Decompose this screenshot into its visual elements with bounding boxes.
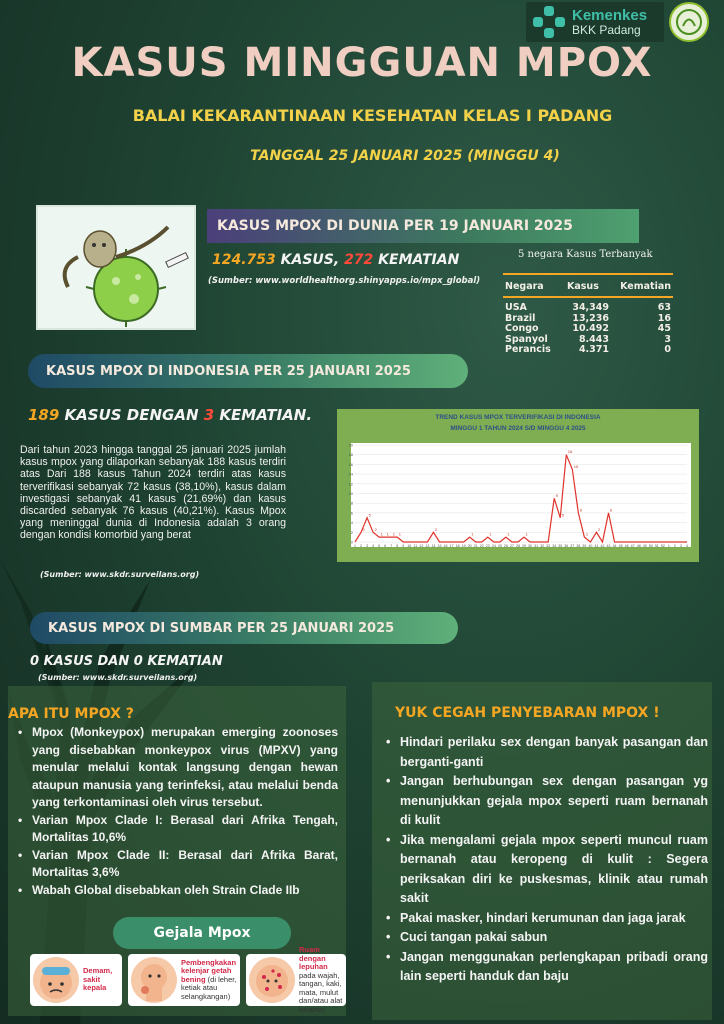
- x-tick-label: 48: [636, 544, 641, 548]
- x-tick-label: 43: [606, 544, 611, 548]
- x-tick-label: 4: [372, 544, 375, 548]
- logo-line2: BKK Padang: [572, 22, 641, 37]
- world-deaths-value: 272: [344, 252, 374, 268]
- y-tick-label: 8: [350, 500, 353, 506]
- x-tick-label: 1: [354, 544, 356, 548]
- chart-subtitle: MINGGU 1 TAHUN 2024 S/D MINGGU 4 2025: [450, 425, 586, 432]
- gejala-card-fever: [30, 954, 122, 1006]
- x-tick-label: 8: [396, 544, 399, 548]
- x-tick-label: 9: [402, 544, 405, 548]
- y-tick-label: 16: [348, 461, 353, 467]
- x-tick-label: 34: [552, 544, 557, 548]
- country-cell: Spanyol: [505, 333, 548, 345]
- world-cases-value: 124.753: [212, 252, 276, 268]
- x-tick-label: 3: [366, 544, 369, 548]
- list-item: • Hindari perilaku sex dengan banyak pasangan dan berganti-ganti: [384, 733, 708, 772]
- x-tick-label: 13: [425, 544, 430, 548]
- data-label: 2: [374, 526, 377, 532]
- data-label: 1: [398, 531, 401, 537]
- x-tick-label: 7: [390, 544, 393, 548]
- y-tick-label: 18: [348, 452, 353, 458]
- gejala-bold: Pembengkakan kelenjar getah bening: [181, 957, 237, 984]
- trend-chart: [337, 409, 699, 562]
- gejala-bold: Ruam dengan lepuhan: [299, 945, 328, 971]
- y-tick-label: 6: [350, 510, 353, 516]
- x-tick-label: 10: [407, 544, 412, 548]
- page-subtitle: BALAI KEKARANTINAAN KESEHATAN KELAS I PADANG: [132, 106, 613, 125]
- list-item: • Jangan berhubungan sex dengan pasangan yg menunjukkan gejala mpox seperti ruam bernanah di kulit: [384, 772, 708, 831]
- data-label: 9: [555, 492, 558, 498]
- table-row: [503, 303, 673, 314]
- top5-header-cases: Kasus: [567, 281, 599, 292]
- indonesia-deaths-value: 3: [203, 406, 215, 424]
- x-tick-label: 26: [503, 544, 508, 548]
- x-tick-label: 28: [515, 544, 520, 548]
- list-item: • Mpox (Monkeypox) merupakan emerging zoonoses yang disebabkan monkeypox virus (MPXV) yang menular melalui kontak langsung dengan hewan ataupun manusia yang terinfeksi, atau melalui benda yang terkontaminasi oleh virus tersebut.: [16, 724, 338, 812]
- gejala-rest: pada wajah, tangan, kaki, mata, mulut dan/atau alat kelamin: [299, 970, 343, 1014]
- indonesia-section-heading: KASUS MPOX DI INDONESIA PER 25 JANUARI 2025: [28, 354, 468, 388]
- x-tick-label: 3: [679, 544, 682, 548]
- cases-cell: 10.492: [572, 323, 609, 334]
- data-label: 6: [579, 507, 583, 513]
- x-tick-label: 12: [419, 544, 424, 548]
- x-tick-label: 50: [648, 544, 653, 548]
- x-tick-label: 37: [570, 544, 575, 548]
- x-tick-label: 38: [576, 544, 581, 548]
- list-item: • Varian Mpox Clade I: Berasal dari Afrika Tengah, Mortalitas 10,6%: [16, 812, 338, 847]
- indonesia-deaths-label: KEMATIAN.: [214, 406, 313, 424]
- y-tick-label: 2: [350, 529, 353, 535]
- data-label: 5: [561, 512, 564, 518]
- cegah-title: YUK CEGAH PENYEBARAN MPOX !: [395, 705, 660, 721]
- x-tick-label: 46: [624, 544, 629, 548]
- data-label: 1: [386, 531, 389, 537]
- data-label: 1: [507, 531, 510, 537]
- list-item: • Pakai masker, hindari kerumunan dan jaga jarak: [384, 909, 708, 929]
- x-tick-label: 2: [673, 544, 676, 548]
- logo-line1: Kemenkes: [572, 6, 648, 24]
- x-tick-label: 29: [522, 544, 527, 548]
- indonesia-source: (Sumber: www.skdr.surveilans.org): [40, 570, 200, 579]
- deaths-cell: 16: [657, 312, 671, 324]
- data-label: 1: [525, 531, 528, 537]
- table-row: [503, 324, 673, 335]
- x-tick-label: 33: [546, 544, 551, 548]
- indonesia-cases-value: 189: [28, 406, 60, 424]
- cases-cell: 13,236: [572, 312, 609, 324]
- kemenkes-logo: [526, 2, 664, 42]
- x-tick-label: 1: [667, 544, 670, 548]
- world-source: (Sumber: www.worldhealthorg.shinyapps.io/mpx_global): [208, 276, 481, 286]
- world-case-summary: [212, 252, 459, 268]
- cases-cell: 34,349: [572, 302, 609, 313]
- x-tick-label: 44: [612, 544, 617, 548]
- y-tick-label: 14: [348, 471, 353, 477]
- x-tick-label: 27: [509, 544, 514, 548]
- sumbar-case-summary: 0 KASUS DAN 0 KEMATIAN: [30, 654, 223, 669]
- x-tick-label: 32: [540, 544, 545, 548]
- top5-header-deaths: Kematian: [620, 281, 671, 292]
- gejala-card-text: [299, 946, 343, 1014]
- deaths-cell: 45: [657, 323, 671, 334]
- top5-header-country: Negara: [505, 281, 544, 292]
- indonesia-description: Dari tahun 2023 hingga tanggal 25 januari 2025 jumlah kasus mpox yang dilaporkan sebanyak 188 kasus terdiri atas Dari 188 kasus Tahun 2024 terdiri atas kasus terverifikasi sebanyak 72 kasus (38,10%), kasus dalam investigasi sebanyak 41 kasus (21,69%) dan kasus discarded sebanyak 76 kasus (40,21%). Kasus Mpox yang meninggal dunia di Indonesia adalah 3 orang dengan kondisi komorbid yang berat: [20, 444, 286, 542]
- list-item: • Wabah Global disebabkan oleh Strain Clade IIb: [16, 882, 338, 900]
- sumbar-section-heading: KASUS MPOX DI SUMBAR PER 25 JANUARI 2025: [30, 612, 458, 644]
- chart-title: TREND KASUS MPOX TERVERIFIKASI DI INDONESIA: [435, 414, 601, 421]
- cegah-list: [384, 733, 708, 987]
- world-deaths-label: KEMATIAN: [373, 252, 460, 268]
- list-item: • Jangan menggunakan perlengkapan pribadi orang lain seperti handuk dan baju: [384, 948, 708, 987]
- apa-itu-mpox-title: APA ITU MPOX ?: [8, 706, 134, 722]
- x-tick-label: 40: [588, 544, 593, 548]
- country-cell: USA: [505, 302, 527, 313]
- page-title: KASUS MINGGUAN MPOX: [71, 40, 653, 86]
- x-tick-label: 5: [378, 544, 381, 548]
- x-tick-label: 20: [467, 544, 472, 548]
- y-tick-label: 4: [350, 520, 353, 526]
- y-tick-label: 20: [348, 442, 353, 448]
- world-cases-label: KASUS,: [275, 252, 345, 268]
- x-tick-label: 22: [479, 544, 484, 548]
- mpox-cartoon-illustration: [36, 205, 196, 330]
- cases-cell: 8.443: [578, 333, 609, 345]
- x-tick-label: 42: [600, 544, 605, 548]
- x-tick-label: 23: [485, 544, 490, 548]
- data-label: 5: [368, 512, 371, 518]
- x-tick-label: 36: [564, 544, 569, 548]
- world-section-heading: KASUS MPOX DI DUNIA PER 19 JANUARI 2025: [207, 209, 639, 243]
- y-tick-label: 12: [348, 481, 353, 487]
- cases-cell: 4.371: [578, 344, 609, 355]
- table-row: [503, 345, 673, 356]
- list-item: • Varian Mpox Clade II: Berasal dari Afrika Barat, Mortalitas 3,6%: [16, 847, 338, 882]
- x-tick-label: 18: [455, 544, 460, 548]
- top5-header-row: [503, 275, 673, 298]
- top5-countries-table: [503, 273, 673, 356]
- top5-title: 5 negara Kasus Terbanyak: [518, 249, 653, 260]
- sumbar-source: (Sumber: www.skdr.surveilans.org): [38, 673, 198, 682]
- data-label: 15: [573, 463, 579, 469]
- x-tick-label: 15: [437, 544, 442, 548]
- virus-monkey-icon: [38, 207, 194, 328]
- swollen-neck-icon: [131, 957, 177, 1003]
- x-tick-label: 47: [630, 544, 635, 548]
- gejala-card-rash: [246, 945, 346, 1014]
- round-emblem-logo: [669, 2, 709, 42]
- x-tick-label: 6: [384, 544, 387, 548]
- data-label: 2: [434, 526, 438, 532]
- gejala-card-text: [83, 967, 119, 993]
- indonesia-case-summary: [28, 406, 312, 424]
- data-label: 1: [392, 531, 395, 537]
- deaths-cell: 63: [657, 302, 671, 313]
- x-tick-label: 35: [558, 544, 563, 548]
- x-tick-label: 17: [449, 544, 454, 548]
- deaths-cell: 0: [664, 344, 671, 355]
- x-tick-label: 4: [686, 544, 688, 548]
- data-label: 1: [489, 531, 492, 537]
- country-cell: Congo: [505, 323, 539, 334]
- x-tick-label: 52: [660, 544, 665, 548]
- country-cell: Perancis: [505, 344, 551, 355]
- data-label: 18: [567, 449, 573, 455]
- list-item: • Jika mengalami gejala mpox seperti muncul ruam bernanah atau keropeng di kulit : Segera periksakan diri ke puskesmas, klinik atau rumah sakit: [384, 831, 708, 909]
- y-tick-label: 10: [348, 491, 353, 496]
- deaths-cell: 3: [664, 333, 671, 345]
- y-tick-label: 0: [350, 539, 353, 545]
- gejala-card-text: [181, 959, 237, 1002]
- x-tick-label: 25: [497, 544, 502, 548]
- x-tick-label: 2: [360, 544, 363, 548]
- x-tick-label: 19: [461, 544, 466, 548]
- kemenkes-cross-icon: [532, 5, 566, 39]
- data-label: 1: [471, 531, 474, 537]
- gejala-mpox-label: Gejala Mpox: [113, 917, 291, 949]
- x-tick-label: 51: [654, 544, 659, 548]
- gejala-rest: (di leher, ketiak atau selangkangan): [181, 974, 237, 1001]
- fever-face-icon: [33, 957, 79, 1003]
- x-tick-label: 21: [473, 544, 478, 548]
- trend-chart-svg: [337, 409, 699, 562]
- x-tick-label: 41: [594, 544, 599, 548]
- x-tick-label: 39: [582, 544, 587, 548]
- x-tick-label: 49: [642, 544, 647, 548]
- data-label: 6: [610, 507, 613, 513]
- x-tick-label: 11: [413, 544, 418, 548]
- x-tick-label: 16: [443, 544, 448, 548]
- report-date: TANGGAL 25 JANUARI 2025 (MINGGU 4): [250, 148, 560, 164]
- data-label: 1: [585, 531, 589, 537]
- indonesia-cases-label: KASUS DENGAN: [59, 406, 204, 424]
- x-tick-label: 31: [534, 544, 539, 548]
- rash-face-icon: [249, 957, 295, 1003]
- data-label: 2: [362, 526, 365, 532]
- x-tick-label: 14: [431, 544, 436, 548]
- data-label: 1: [380, 531, 383, 537]
- country-cell: Brazil: [505, 312, 536, 324]
- x-tick-label: 45: [618, 544, 623, 548]
- data-label: 2: [597, 526, 601, 532]
- list-item: • Cuci tangan pakai sabun: [384, 928, 708, 948]
- x-tick-label: 30: [528, 544, 533, 548]
- x-tick-label: 24: [491, 544, 496, 548]
- gejala-bold: Demam, sakit kepala: [83, 966, 113, 993]
- emblem-icon: [674, 7, 704, 37]
- gejala-card-lymph: [128, 954, 240, 1006]
- apa-itu-mpox-list: [16, 724, 338, 899]
